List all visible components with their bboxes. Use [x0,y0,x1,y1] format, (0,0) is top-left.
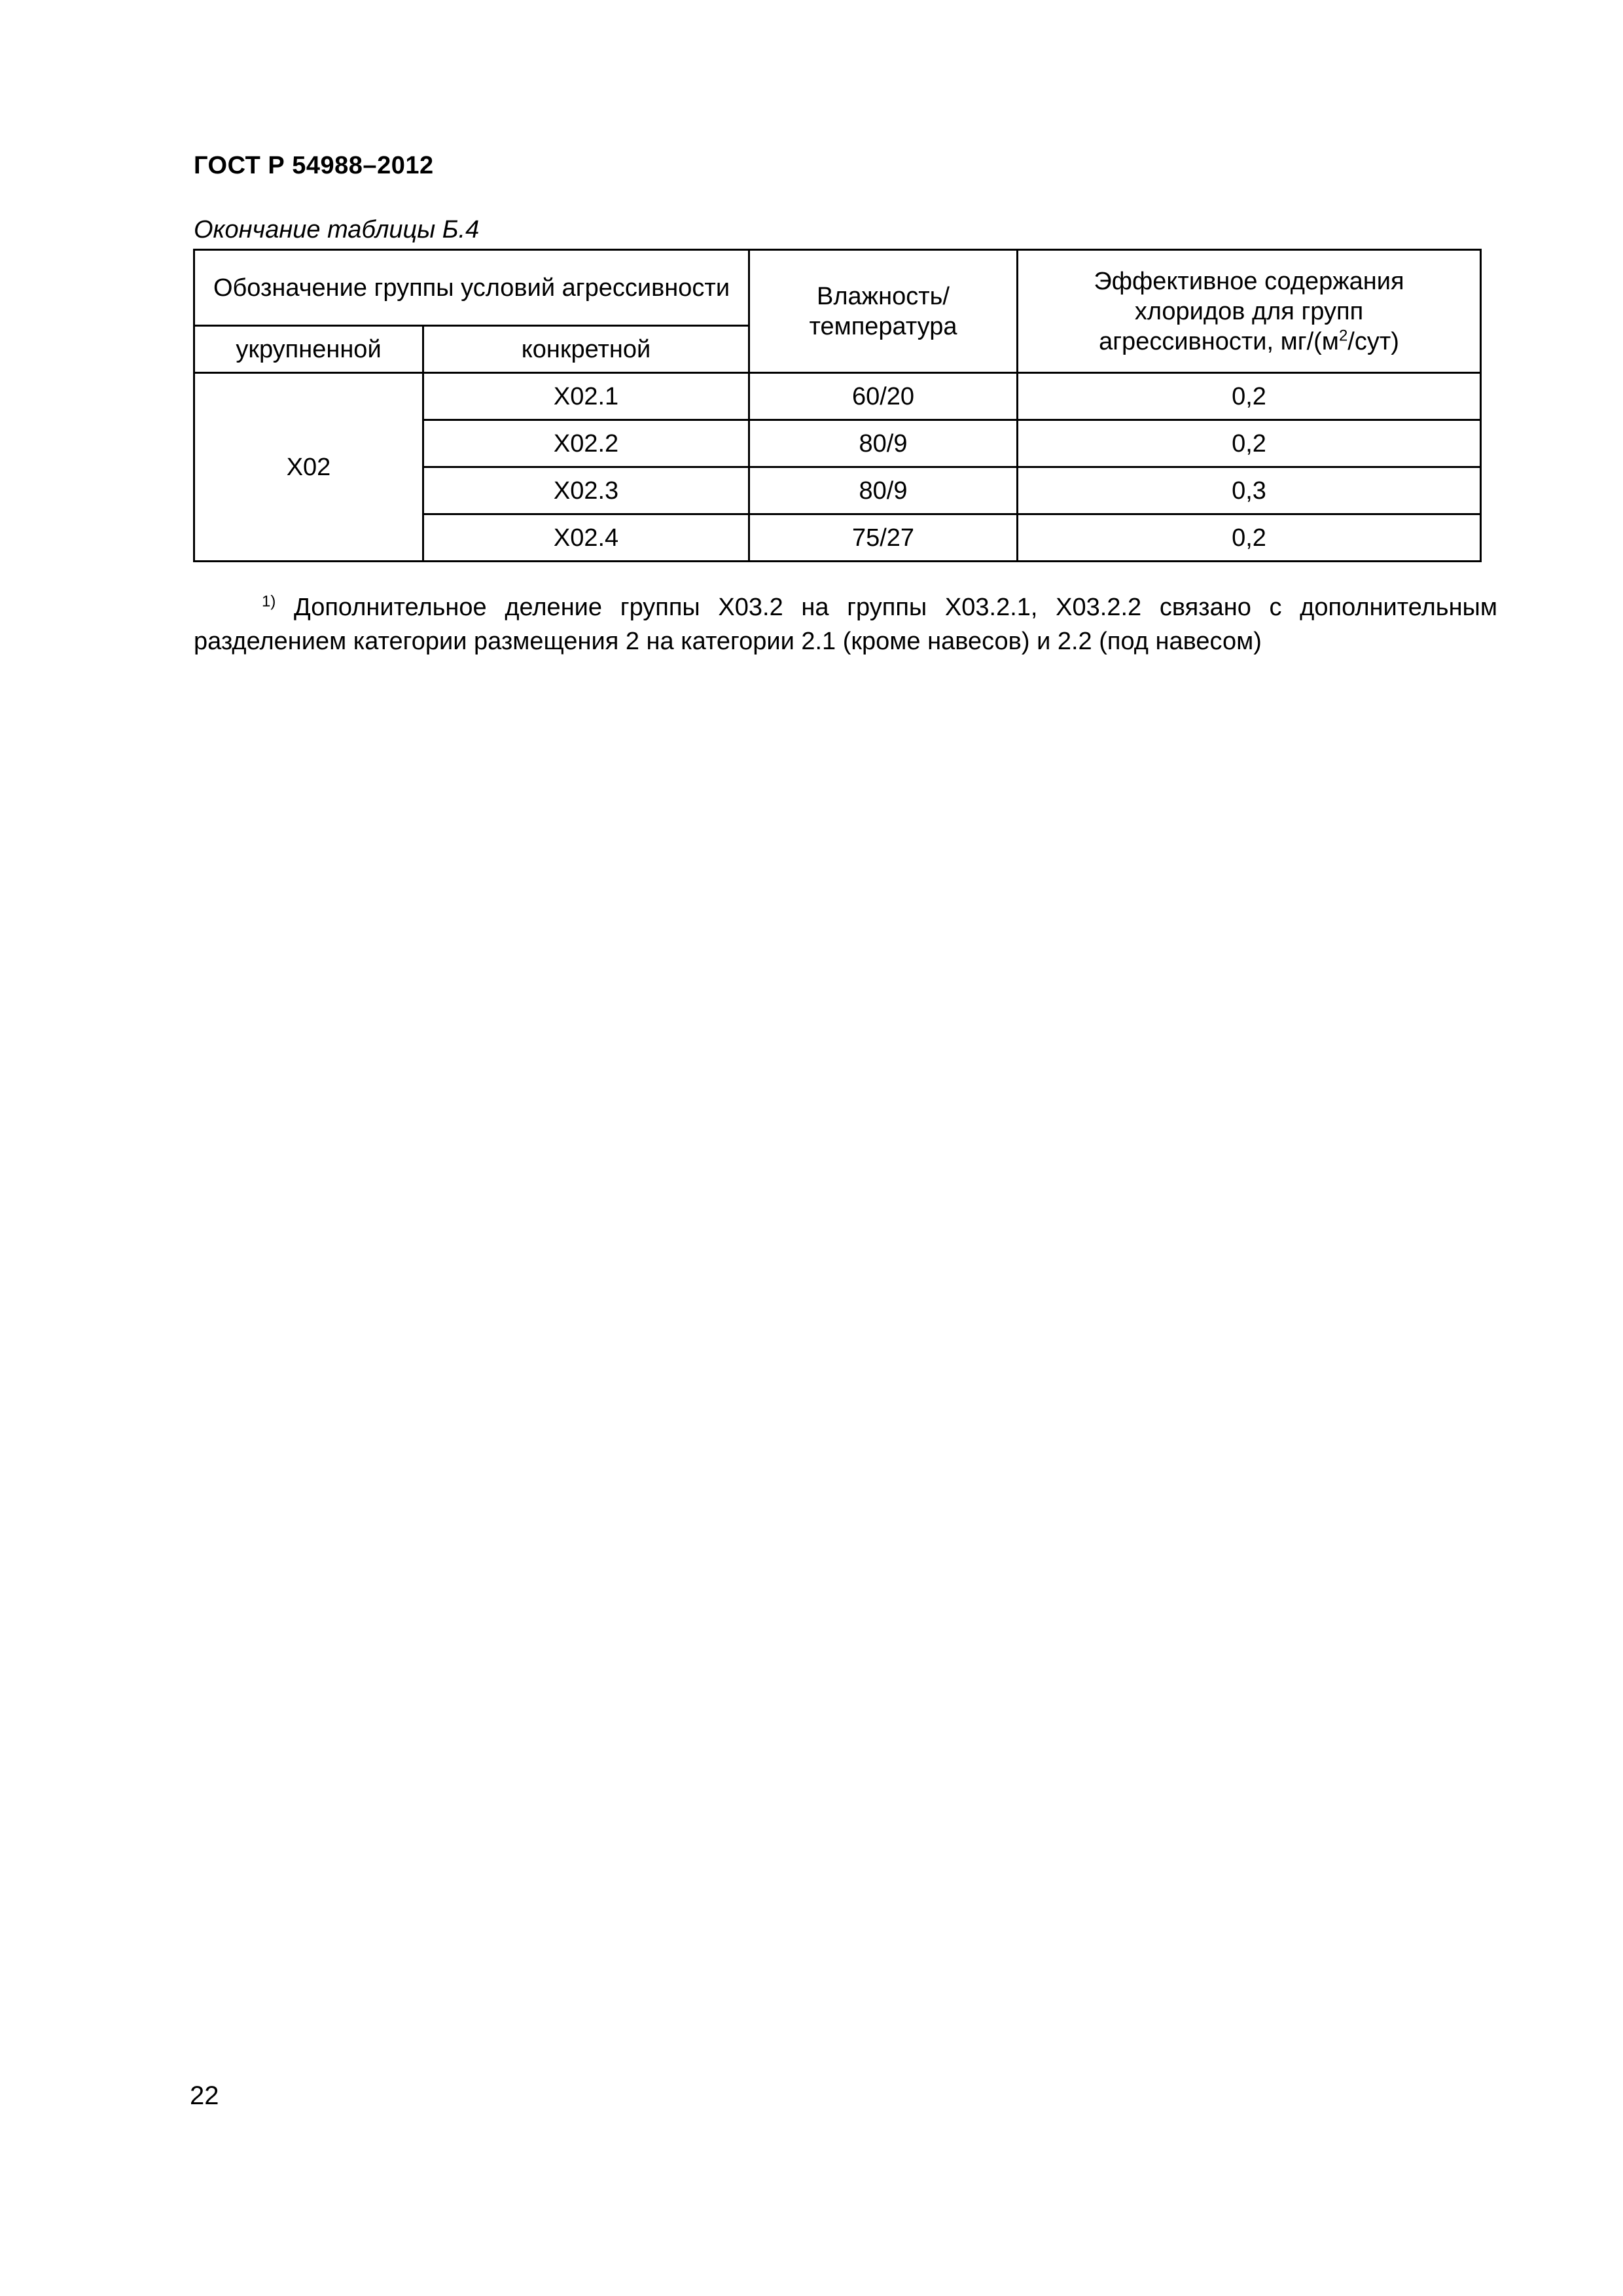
header-chlorides [1018,250,1481,373]
code-cell: X02.4 [423,514,749,562]
header-humidity [749,250,1018,373]
footnote [194,590,1497,658]
header-enlarged: укрупненной [194,326,423,373]
header-specific: конкретной [423,326,749,373]
code-cell: X02.1 [423,373,749,420]
header-chlorides-text: Эффективное содержания хлоридов для групп агрессивности, мг/(м [1094,267,1404,355]
chloride-cell: 0,2 [1018,514,1481,562]
footnote-indent [194,594,262,621]
page-number: 22 [190,2081,219,2110]
table-header-row [194,250,1481,326]
humidity-cell: 80/9 [749,467,1018,514]
header-humidity-label: Влажность/ температура [809,282,957,340]
header-chlorides-unit: /сут) [1347,327,1399,355]
header-group: Обозначение группы условий агрессивности [194,250,749,326]
document-header: ГОСТ Р 54988–2012 [194,152,434,179]
header-chlorides-sup: 2 [1338,326,1348,344]
humidity-cell: 80/9 [749,420,1018,467]
footnote-marker: 1) [262,592,276,611]
chloride-cell: 0,2 [1018,373,1481,420]
table-row [194,373,1481,420]
humidity-cell: 60/20 [749,373,1018,420]
table-caption: Окончание таблицы Б.4 [194,216,480,243]
humidity-cell: 75/27 [749,514,1018,562]
code-cell: X02.2 [423,420,749,467]
chloride-cell: 0,3 [1018,467,1481,514]
data-table [193,249,1482,562]
code-cell: X02.3 [423,467,749,514]
group-cell: X02 [194,373,423,562]
footnote-text: Дополнительное деление группы X03.2 на группы X03.2.1, X03.2.2 связано с дополнительным разделением категории размещения 2 на категории 2.1 (кроме навесов) и 2.2 (под навесом) [194,594,1497,655]
chloride-cell: 0,2 [1018,420,1481,467]
